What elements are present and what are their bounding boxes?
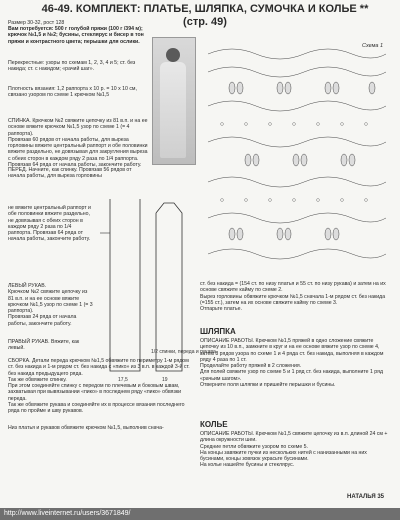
scheme-wave [208, 137, 386, 147]
scheme-dot [317, 199, 320, 202]
scheme-wave [208, 177, 386, 187]
scheme-dot [293, 123, 296, 126]
scheme-petal [237, 228, 243, 240]
scheme-wave [208, 101, 386, 111]
page-number: НАТАЛЬЯ 35 [346, 494, 384, 500]
page-title: 46-49. КОМПЛЕКТ: ПЛАТЬЕ, ШЛЯПКА, СУМОЧКА И КОЛЬЕ ** (стр. 49) [41, 3, 369, 28]
scheme-petal [229, 82, 235, 94]
dress-pattern-diagram [96, 193, 216, 393]
front-section-cont: не вяжите центральный раппорт и обе половинки вяжите раздельно, не довязывая с обеих сторон в каждом ряду 2 раза по 1/4 раппорта. Провязав 64 ряда от начала работы, закончите работу. [8, 205, 93, 243]
pattern-dim-2: 19 [162, 377, 168, 383]
stitches-text: Перекрестные: узоры по схемам 1, 2, 3, 4 и 5; ст. без накида; ст. с накидом; «рачий шаг». [8, 60, 137, 73]
scheme-label: Схема 1 [362, 43, 384, 49]
size-line: Размер 30-32, рост 128 [8, 20, 65, 26]
scheme-petal [333, 228, 339, 240]
necklace-heading: КОЛЬЕ [200, 420, 228, 429]
scheme-dot [365, 199, 368, 202]
scheme-petal [341, 154, 347, 166]
necklace-text: ОПИСАНИЕ РАБОТЫ. Крючком №1,5 свяжите цепочку из в.п. длиной 24 см + длина окружности шеи. Средние петли обвяжите узором по схеме 5. На концы завяжите пучки из нескольких нитей с нанизанными на них бусинами, концы зовязок украсьте бусинами. На колье нашейте бусины и стеклярус. [200, 431, 388, 469]
scheme-petal [237, 82, 243, 94]
hat-heading: ШЛЯПКА [200, 327, 236, 336]
scheme-petal [325, 228, 331, 240]
model-photo-dress [160, 62, 186, 158]
model-photo-head [166, 48, 180, 62]
scheme-petal [349, 154, 355, 166]
scheme-petal [325, 82, 331, 94]
right-sleeve-section: ПРАВЫЙ РУКАВ. Вяжите, как левый. [8, 339, 81, 352]
scheme-petal [333, 82, 339, 94]
scheme-petal [245, 154, 251, 166]
scheme-wave [208, 49, 386, 59]
scheme-dot [341, 123, 344, 126]
scheme-wave [208, 213, 386, 223]
materials-text: Вам потребуется: 500 г голубой пряжи (100 г /394 м); крючок №1,5 и №2; бусины, стеклярус и бисер в тон пряжи и контрастного цвета; перышки для ослики. [8, 26, 146, 45]
scheme-dot [269, 199, 272, 202]
assembly-section: СБОРКА. Детали переда крючком №1,5 обвяжите по периметру 1-м рядом ст. без накида и 1-м рядом ст. без накида с «пико» из 3 в.п. в каждой 3-й ст. без накида предыдущего ряда. Так же обвяжите спинку. При этом соединяйте спинку с передом по плечевым и боковым швам, захватывая при вывязывании «пико» в последнем ряду «пико» обвязки переда. Так же обвяжите рукава и соединяйте их в процессе вязания последнего ряда по пройме и шву рукавов. [8, 358, 190, 415]
scheme-dot [317, 123, 320, 126]
scheme-petal [285, 82, 291, 94]
scheme-petal [229, 228, 235, 240]
crochet-scheme-1 [202, 42, 390, 278]
scheme-petal [293, 154, 299, 166]
scheme-dot [245, 199, 248, 202]
back-section: СПИНКА. Крючком №2 свяжите цепочку из 81 в.п. и на ее основе вяжите крючком №1,5 узор по схеме 1 (= 4 раппорта). Провязав 60 рядов от начала работы, для выреза горловины вяжите центральный раппорт и обе половинки вяжите раздельно, не довязывая для закругления выреза с обеих сторон в каждом ряду 2 раза по 1/4 раппорта. Провязав 64 ряда от начала работы, закончите работу. [8, 118, 148, 169]
scheme-dot [269, 123, 272, 126]
scheme-dot [245, 123, 248, 126]
left-sleeve-section: ЛЕВЫЙ РУКАВ. Крючком №2 свяжите цепочку из 81 в.п. и на ее основе вяжите крючком №1,5 узор по схеме 1 (= 3 раппорта). Провязав 24 ряда от начала работы, закончите работу. [8, 283, 93, 327]
pattern-label: 1/2 спинки, переда и рукава [151, 349, 216, 355]
scheme-wave [208, 249, 386, 259]
scheme-petal [301, 154, 307, 166]
scheme-petal [277, 82, 283, 94]
scheme-petal [253, 154, 259, 166]
front-pattern-outline [110, 199, 140, 371]
scheme-petal [369, 82, 375, 94]
scheme-dot [365, 123, 368, 126]
scheme-petal [277, 228, 283, 240]
hat-text: ОПИСАНИЕ РАБОТЫ. Крючком №1,5 пряжей в одно сложение свяжите цепочку из 10 в.п., замкните в круг и на ее основе вяжите узор по схеме 4, затем 8 рядов узора по схеме 1 и 4 ряда ст. без накида, выполняя в каждом ряду 4 раза по 1 ст. Проделайте работу пряжей в 2 сложения. Для полей свяжите узор по схеме 5 и 1 ряд ст. без накида, выполните 1 ряд «рачьим шагом». Отверните поля шляпки и пришейте перышки и бусины. [200, 338, 384, 389]
scheme-petal [285, 228, 291, 240]
finish-section: Низ платья и рукавов обвяжите крючком №1,5, выполнив снача- [8, 425, 164, 431]
source-url: http://www.liveinternet.ru/users/3671849/ [0, 508, 400, 520]
scheme-dot [293, 199, 296, 202]
front-section: ПЕРЕД. Начните, как спинку. Провязав 56 рядов от начала работы, для выреза горловины [8, 167, 134, 180]
scheme-dot [341, 199, 344, 202]
scheme-wave [208, 67, 386, 77]
front-neck-text: ст. без накида = (154 ст. по низу платья и 55 ст. по низу рукава) и затем на их основе свяжите кайму по схеме 2. Вырез горловины обвяжите крючком №1,5 сначала 1-м рядом ст. без накида (=155 ст.), затем на их основе свяжите кайму по схеме 3. Отпарьте платье. [200, 281, 386, 313]
sleeve-pattern-outline [156, 203, 182, 371]
scheme-dot [221, 199, 224, 202]
scheme-dot [221, 123, 224, 126]
pattern-dim-1: 17,5 [118, 377, 128, 383]
density-text: Плотность вязания: 1,2 раппорта х 10 р. = 10 х 10 см, связано узором по схеме 1 крючком №1,5 [8, 86, 139, 99]
